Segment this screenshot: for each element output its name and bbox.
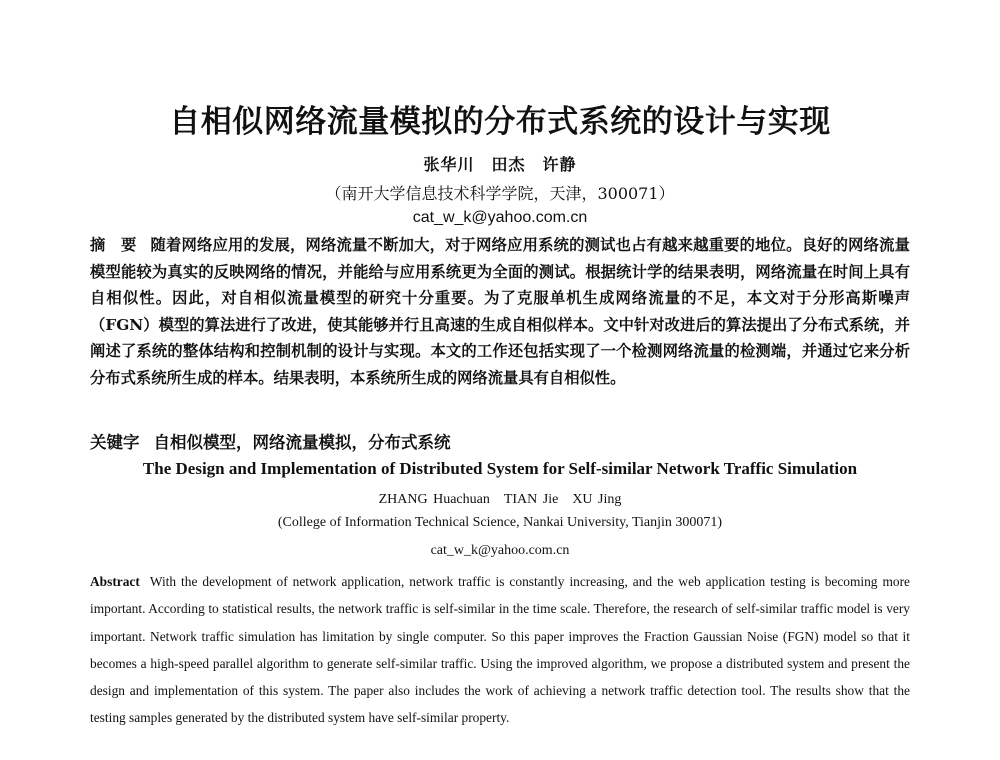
keywords-text-cn: 自相似模型，网络流量模拟，分布式系统 [153,433,451,452]
abstract-label-en: Abstract [90,574,140,589]
abstract-cn [90,232,910,391]
abstract-text-en: With the development of network application, network traffic is constantly increasing, and the web application testing is becoming more important. According to statistical results, the network traffic is self-similar in the time scale. Therefore, the research of self-similar traffic model is very important. Network traffic simulation has limitation by single computer. So this paper improves the Fraction Gaussian Noise (FGN) model so that it becomes a high-speed parallel algorithm to generate self-similar traffic. Using the improved algorithm, we propose a distributed system and present the design and implementation of this system. The paper also includes the work of achieving a network traffic detection tool. The results show that the testing samples generated by the distributed system have self-similar property. [90,574,910,726]
paper-title-cn: 自相似网络流量模拟的分布式系统的设计与实现 [169,104,831,140]
authors-en: ZHANG Huachuan TIAN Jie XU Jing [378,492,622,507]
abstract-en [90,568,910,732]
keywords-cn [90,429,910,453]
keywords-label-cn: 关键字 [90,433,140,452]
paper-title-en: The Design and Implementation of Distributed System for Self-similar Network Traffic Simulation [142,459,858,478]
affiliation-cn: （南开大学信息技术科学学院，天津，300071） [325,184,675,203]
email-cn: cat_w_k@yahoo.com.cn [412,209,588,226]
abstract-label-cn: 摘 要 [90,236,137,254]
email-en: cat_w_k@yahoo.com.cn [430,543,570,558]
affiliation-en: (College of Information Technical Science, Nankai University, Tianjin 300071) [277,515,723,530]
authors-cn: 张华川 田杰 许静 [423,155,577,174]
abstract-text-cn: 随着网络应用的发展，网络流量不断加大，对于网络应用系统的测试也占有越来越重要的地位。良好的网络流量模型能较为真实的反映网络的情况，并能给与应用系统更为全面的测试。根据统计学的结果表明，网络流量在时间上具有自相似性。因此，对自相似流量模型的研究十分重要。为了克服单机生成网络流量的不足，本文对于分形高斯噪声（FGN）模型的算法进行了改进，使其能够并行且高速的生成自相似样本。文中针对改进后的算法提出了分布式系统，并阐述了系统的整体结构和控制机制的设计与实现。本文的工作还包括实现了一个检测网络流量的检测端，并通过它来分析分布式系统所生成的样本。结果表明，本系统所生成的网络流量具有自相似性。 [90,236,910,387]
